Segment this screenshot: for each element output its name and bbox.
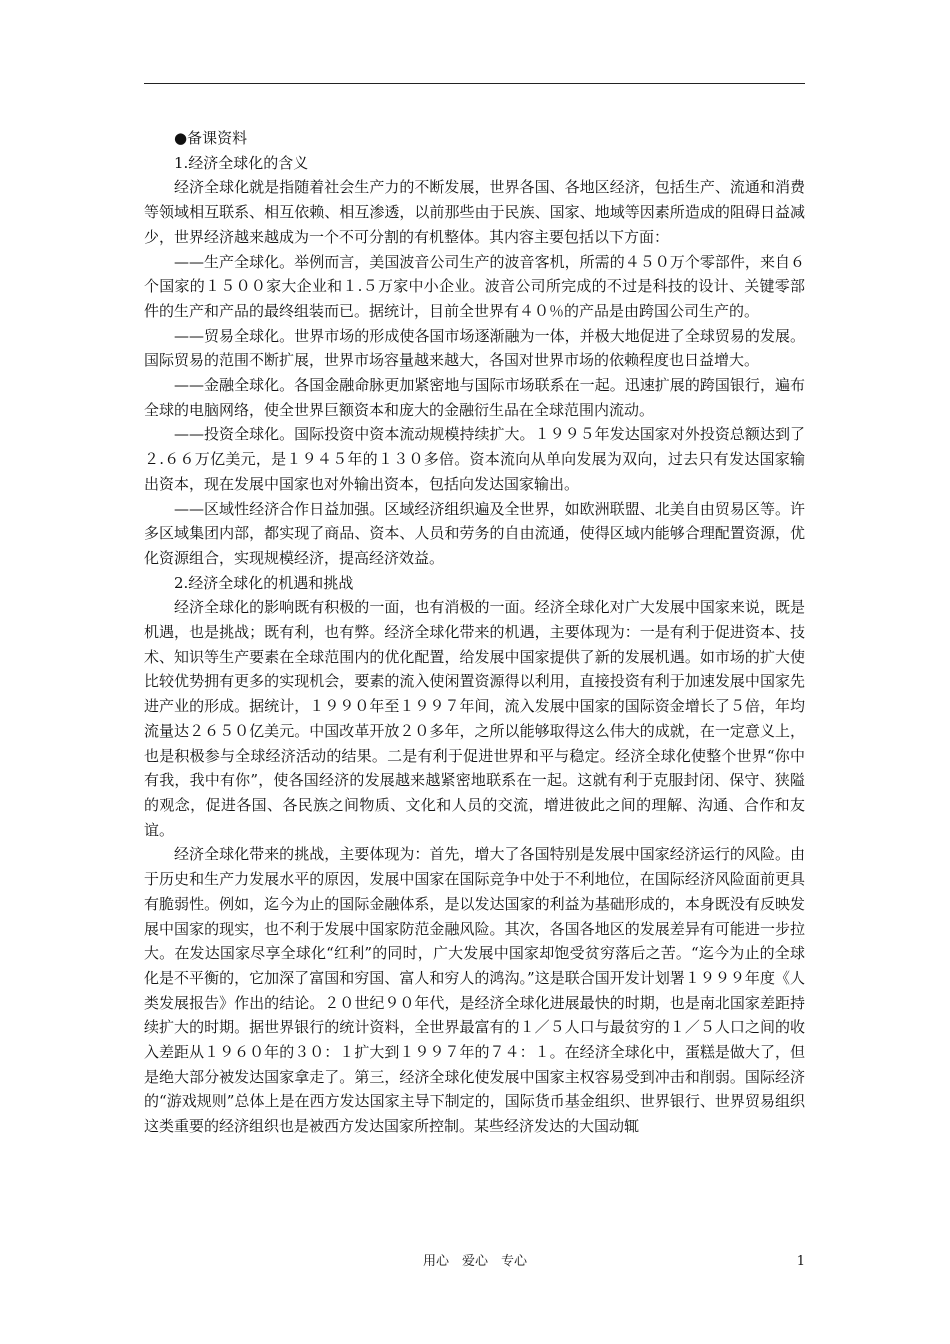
paragraph: ——金融全球化。各国金融命脉更加紧密地与国际市场联系在一起。迅速扩展的跨国银行，遍布全球的电脑网络，使全世界巨额资本和庞大的金融衍生品在全球范围内流动。 <box>144 376 805 419</box>
header-rule <box>144 83 805 84</box>
paragraph: 经济全球化就是指随着社会生产力的不断发展，世界各国、各地区经济，包括生产、流通和消费等领域相互联系、相互依赖、相互渗透，以前那些由于民族、国家、地域等因素所造成的阻碍日益减少，世界经济越来越成为一个不可分割的有机整体。其内容主要包括以下方面： <box>144 178 805 246</box>
paragraph: ——贸易全球化。世界市场的形成使各国市场逐渐融为一体，并极大地促进了全球贸易的发展。国际贸易的范围不断扩展，世界市场容量越来越大，各国对世界市场的依赖程度也日益增大。 <box>144 326 805 370</box>
document-body <box>144 126 805 1139</box>
paragraph: ——区域性经济合作日益加强。区域经济组织遍及全世界，如欧洲联盟、北美自由贸易区等。许多区域集团内部，都实现了商品、资本、人员和劳务的自由流通，使得区域内能够合理配置资源，优化资源组合，实现规模经济，提高经济效益。 <box>144 499 805 567</box>
footer-motto: 用心 爱心 专心 <box>422 1254 527 1269</box>
paragraph: 经济全球化带来的挑战，主要体现为：首先，增大了各国特别是发展中国家经济运行的风险。由于历史和生产力发展水平的原因，发展中国家在国际竞争中处于不利地位，在国际经济风险面前更具有脆弱性。例如，迄今为止的国际金融体系，是以发达国家的利益为基础形成的，本身既没有反映发展中国家的现实，也不利于发展中国家防范金融风险。其次，各国各地区的发展差异有可能进一步拉大。在发达国家尽享全球化“红利”的同时，广大发展中国家却饱受贫穷落后之苦。“迄今为止的全球化是不平衡的，它加深了富国和穷国、富人和穷人的鸿沟。”这是联合国开发计划署１９９９年度《人类发展报告》作出的结论。２０世纪９０年代，是经济全球化进展最快的时期，也是南北国家差距持续扩大的时期。据世界银行的统计资料，全世界最富有的１／５人口与最贫穷的１／５人口之间的收入差距从１９６０年的３０：１扩大到１９９７年的７４：１。在经济全球化中，蛋糕是做大了，但是绝大部分被发达国家拿走了。第三，经济全球化使发展中国家主权容易受到冲击和削弱。国际经济的“游戏规则”总体上是在西方发达国家主导下制定的，国际货币基金组织、世界银行、世界贸易组织这类重要的经济组织也是被西方发达国家所控制。某些经济发达的大国动辄 <box>144 845 805 1136</box>
paragraph: 经济全球化的影响既有积极的一面，也有消极的一面。经济全球化对广大发展中国家来说，既是机遇，也是挑战；既有利，也有弊。经济全球化带来的机遇，主要体现为：一是有利于促进资本、技术、知识等生产要素在全球范围内的优化配置，给发展中国家提供了新的发展机遇。如市场的扩大使比较优势拥有更多的实现机会，要素的流入使闲置资源得以利用，直接投资有利于加速发展中国家先进产业的形成。据统计，１９９０年至１９９７年间，流入发展中国家的国际资金增长了５倍，年均流量达２６５０亿美元。中国改革开放２０多年，之所以能够取得这么伟大的成就，在一定意义上，也是积极参与全球经济活动的结果。二是有利于促进世界和平与稳定。经济全球化使整个世界“你中有我，我中有你”，使各国经济的发展越来越紧密地联系在一起。这就有利于克服封闭、保守、狭隘的观念，促进各国、各民族之间物质、文化和人员的交流，增进彼此之间的理解、沟通、合作和友谊。 <box>144 598 805 839</box>
paragraph: ——投资全球化。国际投资中资本流动规模持续扩大。１９９５年发达国家对外投资总额达到了２.６６万亿美元，是１９４５年的１３０多倍。资本流向从单向发展为双向，过去只有发达国家输出资本，现在发展中国家也对外输出资本，包括向发达国家输出。 <box>144 425 805 493</box>
paragraph: ——生产全球化。举例而言，美国波音公司生产的波音客机，所需的４５０万个零部件，来自６个国家的１５００家大企业和１.５万家中小企业。波音公司所完成的不过是科技的设计、关键零部件的生产和产品的最终组装而已。据统计，目前全世界有４０％的产品是由跨国公司生产的。 <box>144 252 805 320</box>
page-number: 1 <box>796 1254 805 1269</box>
section-title: ●备课资料 <box>174 129 248 147</box>
heading-meaning: 1.经济全球化的含义 <box>174 153 309 172</box>
heading-opportunities: 2.经济全球化的机遇和挑战 <box>174 573 354 592</box>
